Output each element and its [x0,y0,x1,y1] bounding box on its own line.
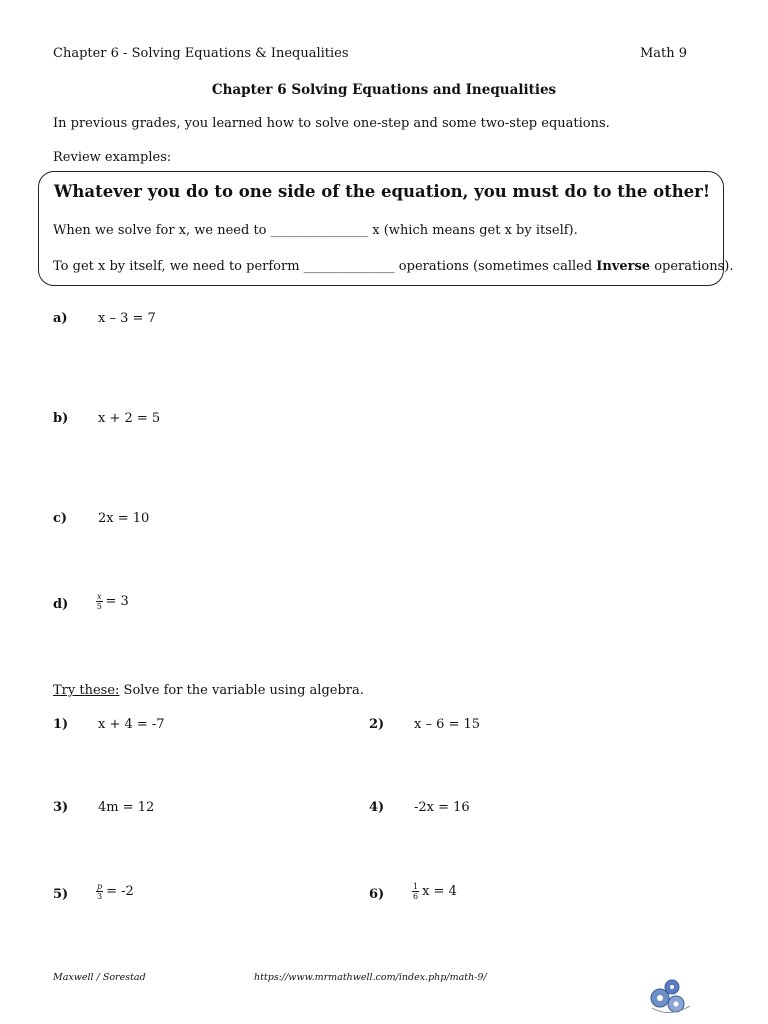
problem-4-equation: -2x = 16 [414,800,470,815]
example-b-label: b) [53,411,69,426]
box-line-2 [53,259,733,274]
box-line-1: When we solve for x, we need to _______________ x (which means get x by itself). [53,223,578,238]
problem-6-label: 6) [369,887,385,902]
problem-2-equation: x – 6 = 15 [414,717,481,732]
try-these-instruction [53,683,364,698]
problem-5-equation [96,882,134,901]
header-chapter: Chapter 6 - Solving Equations & Inequalities [53,46,349,61]
review-label: Review examples: [53,150,172,165]
fraction [96,592,103,611]
intro-text: In previous grades, you learned how to solve one-step and some two-step equations. [53,116,610,131]
example-b-equation: x + 2 = 5 [98,411,161,426]
fraction-numerator: p [97,882,103,891]
page-title: Chapter 6 Solving Equations and Inequalities [211,82,557,98]
problem-1-label: 1) [53,717,69,732]
fraction [96,882,103,901]
footer-url[interactable]: https://www.mrmathwell.com/index.php/math-9/ [254,972,487,983]
problem-4-label: 4) [369,800,385,815]
rule-text: Whatever you do to one side of the equation, you must do to the other! [53,182,711,201]
fraction-numerator: 1 [413,882,419,891]
problem-2-label: 2) [369,717,385,732]
gears-logo-icon [646,976,694,1016]
problem-6-equation [412,882,457,901]
example-c-label: c) [53,511,68,526]
box-line-2-pre: To get x by itself, we need to perform ______________ operations (sometimes called [53,259,597,274]
equation-rest: = -2 [106,884,134,899]
header-course: Math 9 [640,46,688,61]
footer-authors: Maxwell / Sorestad [53,972,146,983]
example-c-equation: 2x = 10 [98,511,150,526]
problem-3-label: 3) [53,800,69,815]
fraction-denominator: 5 [96,602,102,611]
fraction-denominator: 6 [413,892,419,901]
example-a-equation: x – 3 = 7 [98,311,156,326]
try-these-text: Solve for the variable using algebra. [119,683,364,698]
example-d-label: d) [53,597,69,612]
problem-3-equation: 4m = 12 [98,800,155,815]
fraction [412,882,419,901]
example-d-equation [96,592,129,611]
box-line-2-post: operations). [650,259,734,274]
equation-rest: = 3 [105,594,129,609]
box-line-2-bold: Inverse [596,259,651,274]
try-these-label: Try these: [53,683,120,698]
equation-rest: x = 4 [422,884,457,899]
problem-1-equation: x + 4 = -7 [98,717,165,732]
fraction-numerator: x [97,592,102,601]
fraction-denominator: 3 [97,892,103,901]
example-a-label: a) [53,311,68,326]
problem-5-label: 5) [53,887,69,902]
